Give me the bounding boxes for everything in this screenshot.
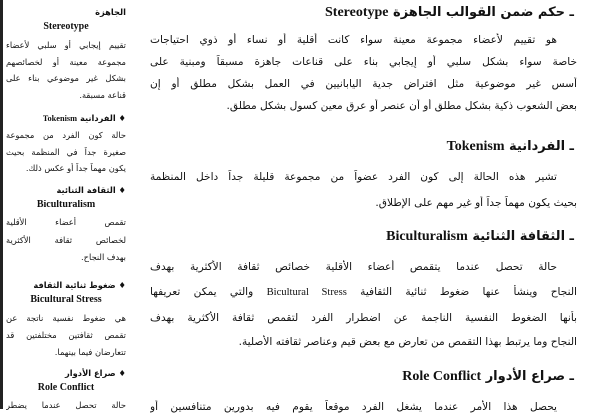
sidebar-line: صغيرة جداً في المنظمة بحيث [6, 147, 126, 157]
section-heading: ـ الثقافة الثنائية Biculturalism [386, 229, 574, 244]
sidebar-line: يكون مهماً جداً أو عكس ذلك. [25, 163, 126, 173]
section-heading: ـ صراع الأدوار Role Conflict [402, 369, 574, 384]
paragraph-line: هو تقييم لأعضاء مجموعة معينة سواء كانت أقلية أو نساء أو ذوي احتياجات [150, 34, 557, 46]
sidebar-title: ♦ الفردانية Tokenism [42, 113, 126, 123]
sidebar-line: حالة كون الفرد من مجموعة [6, 130, 126, 140]
sidebar-line: حالة تحصل عندما يضطر [6, 400, 126, 410]
sidebar-line: مجموعة معينة أو لخصائصهم [6, 57, 126, 67]
sidebar-line: هي ضغوط نفسية ناتجة عن [6, 313, 126, 323]
paragraph-line: بأنها الضغوط النفسية الناجمة عن اضطرار الفرد لتقمص ثقافة الأكثرية بهدف [150, 312, 577, 324]
sidebar-line: تقييم إيجابي أو سلبي لأعضاء [6, 40, 126, 50]
sidebar-line: قناعة مسبقة. [79, 90, 126, 100]
sidebar-line: تقمص ثقافتين مختلفتين قد [6, 330, 126, 340]
sidebar-term: Role Conflict [37, 383, 95, 393]
sidebar-line: بهدف النجاح. [81, 252, 126, 262]
section-heading: ـ الفردانية Tokenism [446, 139, 574, 154]
paragraph-line: النجاح وما يرتبط بهذا التقمص من تعارض مع بعض قيم وعناصر ثقافته الأصلية. [238, 336, 577, 348]
sidebar-term: Bicultural Stress [30, 295, 102, 305]
paragraph-line: تشير هذه الحالة إلى كون الفرد عضواً من مجموعة قليلة جداً داخل المنظمة [150, 171, 557, 183]
sidebar-line: بشكل غير موضوعي بناء على [6, 73, 126, 83]
sidebar-line: تتعارضان فيما بينهما. [54, 347, 126, 357]
sidebar-line: تقمص أعضاء الأقلية [6, 217, 126, 227]
sidebar-line: لخصائص ثقافة الأكثرية [6, 235, 126, 245]
paragraph-line: النجاح وينشأ عنها ضغوط ثنائية الثقافية Bicultural Stress والتي يمكن تعريفها [150, 286, 577, 298]
paragraph-line: حالة تحصل عندما يتقمص أعضاء الأقلية خصائص ثقافة الأكثرية بهدف [150, 261, 557, 273]
paragraph-line: يحصل هذا الأمر عندما يشغل الفرد موقعاً يقوم فيه بدورين متنافسين أو [150, 401, 557, 413]
sidebar-term: Stereotype [43, 22, 89, 32]
sidebar-title: ♦ الثقافة الثنائية [56, 185, 126, 195]
section-heading: ـ حكم ضمن القوالب الجاهزة Stereotype [325, 5, 574, 20]
sidebar-term: Biculturalism [36, 200, 96, 210]
paragraph-line: أسس غير موضوعية مثل افتراض جدية اليابانيين في العمل بشكل مطلق أو إن [150, 78, 577, 90]
page-edge [0, 0, 3, 409]
paragraph-line: خاصة سواء بشكل سلبي أو إيجابي بناء على قناعات جاهزة مسبقاً ومبنية على [150, 56, 577, 68]
sidebar-title: ♦ ضغوط ثنائية الثقافة [33, 280, 126, 290]
paragraph-line: بحيث يكون مهماً جداً أو غير مهم على الإطلاق. [375, 197, 577, 209]
paragraph-line: بعض الشعوب ذكية بشكل مطلق أو أن عنصر أو عرق معين كسول بشكل مطلق. [226, 100, 577, 112]
sidebar-title: ♦ صراع الأدوار [65, 368, 126, 378]
sidebar-title: الجاهزة [95, 7, 126, 17]
